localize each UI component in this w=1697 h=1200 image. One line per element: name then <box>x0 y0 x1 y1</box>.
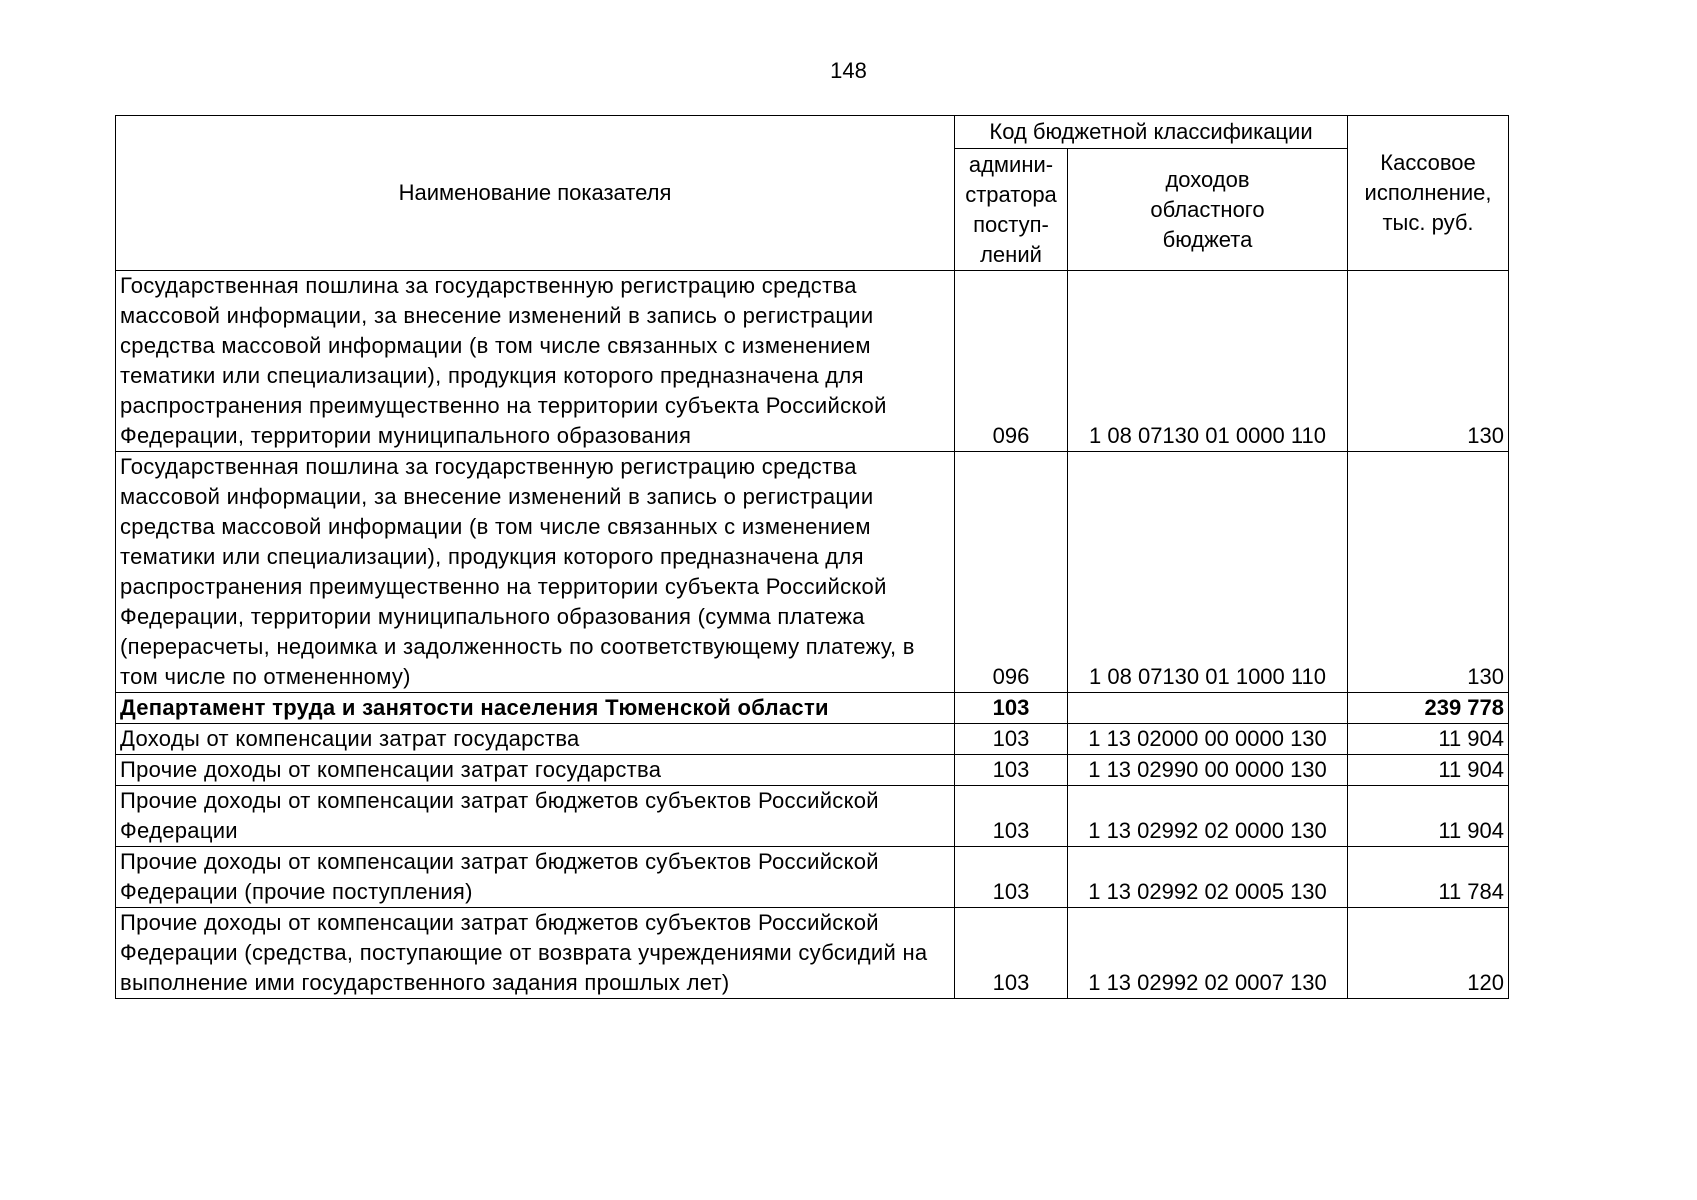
row-budget-code: 1 13 02000 00 0000 130 <box>1068 724 1348 755</box>
row-sum: 11 904 <box>1348 724 1509 755</box>
header-code-group: Код бюджетной классификации <box>955 116 1348 149</box>
row-admin-code: 096 <box>955 271 1068 452</box>
row-admin-code: 103 <box>955 908 1068 999</box>
table-row <box>116 452 1509 693</box>
row-budget-code: 1 08 07130 01 1000 110 <box>1068 452 1348 693</box>
row-admin-code: 103 <box>955 724 1068 755</box>
row-name: Прочие доходы от компенсации затрат бюджетов субъектов Российской Федерации (прочие поступления) <box>116 847 955 908</box>
header-code <box>1068 149 1348 271</box>
row-name: Доходы от компенсации затрат государства <box>116 724 955 755</box>
page-number: 148 <box>830 58 867 83</box>
row-budget-code <box>1068 693 1348 724</box>
row-name: Прочие доходы от компенсации затрат государства <box>116 755 955 786</box>
row-admin-code: 103 <box>955 693 1068 724</box>
table-body <box>116 271 1509 999</box>
row-admin-code: 103 <box>955 847 1068 908</box>
row-budget-code: 1 13 02992 02 0007 130 <box>1068 908 1348 999</box>
row-budget-code: 1 13 02992 02 0005 130 <box>1068 847 1348 908</box>
row-sum: 11 784 <box>1348 847 1509 908</box>
header-code-line: бюджета <box>1162 226 1253 252</box>
row-admin-code: 103 <box>955 755 1068 786</box>
budget-table <box>115 115 1509 999</box>
row-budget-code: 1 08 07130 01 0000 110 <box>1068 271 1348 452</box>
header-admin-line: стратора <box>965 181 1057 207</box>
header-admin <box>955 149 1068 271</box>
header-name: Наименование показателя <box>116 116 955 271</box>
row-sum: 130 <box>1348 452 1509 693</box>
row-sum: 11 904 <box>1348 755 1509 786</box>
table-row <box>116 755 1509 786</box>
table-row <box>116 271 1509 452</box>
row-admin-code: 103 <box>955 786 1068 847</box>
row-budget-code: 1 13 02990 00 0000 130 <box>1068 755 1348 786</box>
row-sum: 120 <box>1348 908 1509 999</box>
table-row <box>116 724 1509 755</box>
table-row <box>116 786 1509 847</box>
row-name: Департамент труда и занятости населения Тюменской области <box>116 693 955 724</box>
row-name: Прочие доходы от компенсации затрат бюджетов субъектов Российской Федерации <box>116 786 955 847</box>
header-code-line: доходов <box>1165 166 1250 192</box>
header-sum-line: тыс. руб. <box>1382 210 1474 235</box>
row-name: Государственная пошлина за государственную регистрацию средства массовой информации, за внесение изменений в запись о регистрации средства массовой информации (в том числе связанных с изменением тематики или специализации), продукция которого предназначена для распространения преимущественно на территории субъекта Российской Федерации, территории муниципального образования <box>116 271 955 452</box>
header-admin-line: лений <box>980 241 1042 267</box>
row-sum: 239 778 <box>1348 693 1509 724</box>
row-name: Прочие доходы от компенсации затрат бюджетов субъектов Российской Федерации (средства, поступающие от возврата учреждениями субсидий на выполнение ими государственного задания прошлых лет) <box>116 908 955 999</box>
table-row <box>116 847 1509 908</box>
header-sum-line: исполнение, <box>1364 180 1492 205</box>
header-sum <box>1348 116 1509 271</box>
header-code-line: областного <box>1150 196 1265 222</box>
header-admin-line: поступ- <box>973 211 1049 237</box>
row-sum: 130 <box>1348 271 1509 452</box>
table-row <box>116 908 1509 999</box>
row-admin-code: 096 <box>955 452 1068 693</box>
row-name: Государственная пошлина за государственную регистрацию средства массовой информации, за внесение изменений в запись о регистрации средства массовой информации (в том числе связанных с изменением тематики или специализации), продукция которого предназначена для распространения преимущественно на территории субъекта Российской Федерации, территории муниципального образования (сумма платежа (перерасчеты, недоимка и задолженность по соответствующему платежу, в том числе по отмененному) <box>116 452 955 693</box>
table-row-department <box>116 693 1509 724</box>
header-admin-line: админи- <box>968 151 1054 177</box>
header-sum-line: Кассовое <box>1380 150 1476 175</box>
table-header <box>116 116 1509 271</box>
row-sum: 11 904 <box>1348 786 1509 847</box>
row-budget-code: 1 13 02992 02 0000 130 <box>1068 786 1348 847</box>
